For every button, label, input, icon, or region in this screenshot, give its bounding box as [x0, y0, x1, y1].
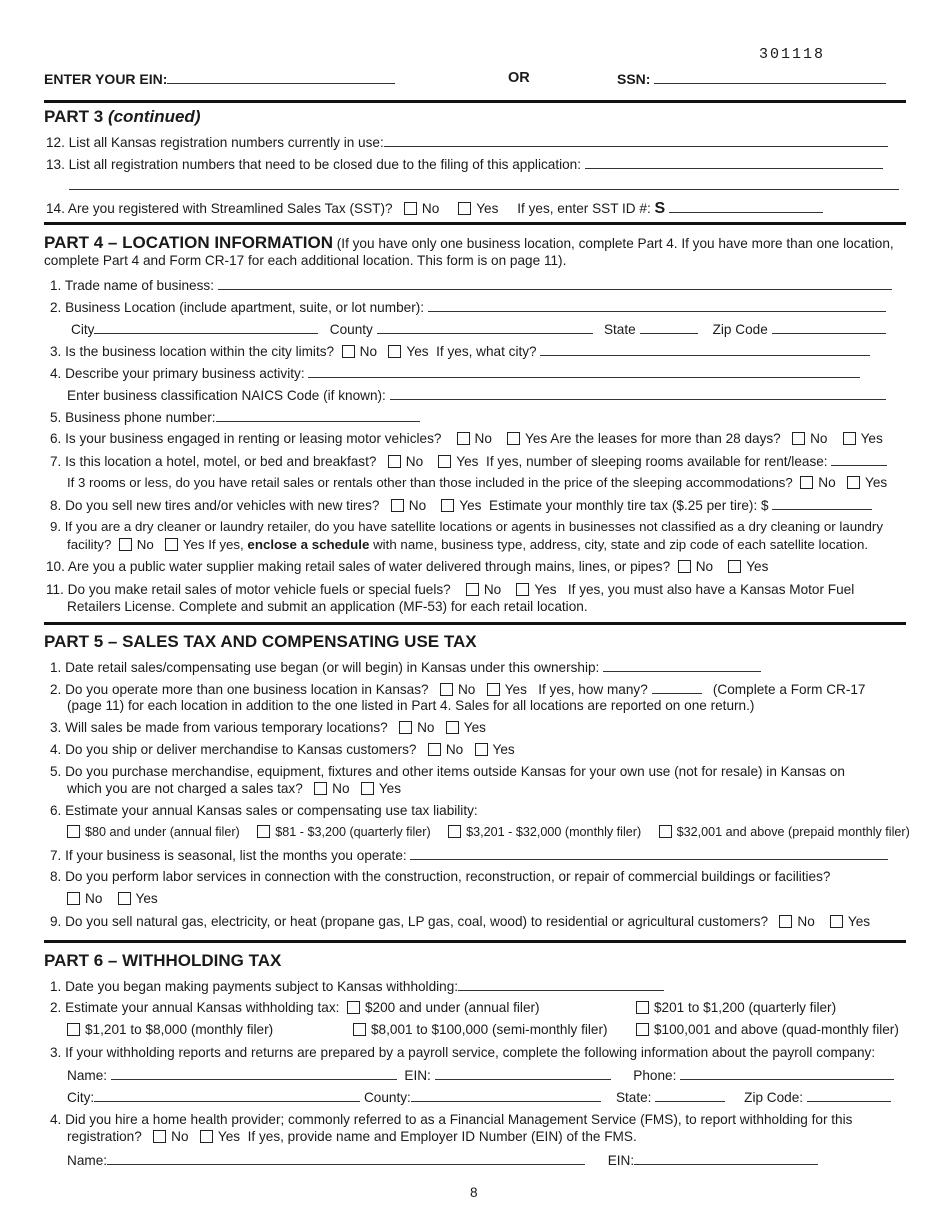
- p6-opt3: $1,201 to $8,000 (monthly filer): [67, 1022, 273, 1037]
- p4-q11: 11. Do you make retail sales of motor vehicle fuels or special fuels? No Yes If yes, you must also have a Kansas Motor Fuel: [46, 582, 855, 597]
- p5-q2-yes-checkbox[interactable]: [487, 683, 500, 696]
- p4-q7-no-checkbox[interactable]: [388, 455, 401, 468]
- how-many-field[interactable]: [652, 681, 702, 694]
- p6-opt2-checkbox[interactable]: [636, 1001, 649, 1014]
- p3-q12-field[interactable]: [384, 134, 888, 147]
- p6-opt5: $100,001 and above (quad-monthly filer): [636, 1022, 899, 1037]
- p6-q4-2: registration? No Yes If yes, provide name and Employer ID Number (EIN) of the FMS.: [67, 1129, 637, 1144]
- trade-name-field[interactable]: [218, 277, 892, 290]
- divider: [44, 222, 906, 225]
- p5-q4: 4. Do you ship or deliver merchandise to Kansas customers? No Yes: [50, 742, 515, 757]
- p5-q8-yes-checkbox[interactable]: [118, 892, 131, 905]
- sales-date-field[interactable]: [603, 659, 761, 672]
- p5-q3: 3. Will sales be made from various temporary locations? No Yes: [50, 720, 486, 735]
- p3-q12: 12. List all Kansas registration numbers currently in use:: [46, 134, 888, 150]
- p5-q8-no-checkbox[interactable]: [67, 892, 80, 905]
- p4-q6-yes-checkbox[interactable]: [507, 432, 520, 445]
- p3-q14-no-checkbox[interactable]: [404, 202, 417, 215]
- p6-opt3-checkbox[interactable]: [67, 1023, 80, 1036]
- p6-q4-yes-checkbox[interactable]: [200, 1130, 213, 1143]
- p6-q1: 1. Date you began making payments subject to Kansas withholding:: [50, 978, 664, 994]
- city-field[interactable]: [94, 321, 318, 334]
- divider: [44, 100, 906, 103]
- p4-q11-yes-checkbox[interactable]: [516, 583, 529, 596]
- or-label: OR: [508, 70, 530, 86]
- p4-q10-no-checkbox[interactable]: [678, 560, 691, 573]
- p6-q2: 2. Estimate your annual Kansas withholding tax: $200 and under (annual filer): [50, 1000, 540, 1015]
- state-field[interactable]: [640, 321, 698, 334]
- p5-q8: 8. Do you perform labor services in connection with the construction, reconstruction, or repair of commercial buildings or facilities?: [50, 869, 831, 884]
- p5-q9-no-checkbox[interactable]: [779, 915, 792, 928]
- p5-q7: 7. If your business is seasonal, list the months you operate:: [50, 847, 888, 863]
- p5-opt1-checkbox[interactable]: [67, 825, 80, 838]
- p4-naics: Enter business classification NAICS Code (if known):: [67, 387, 886, 403]
- p5-q1: 1. Date retail sales/compensating use began (or will begin) in Kansas under this ownership:: [50, 659, 761, 675]
- phone-field[interactable]: [216, 409, 420, 422]
- p4-q4: 4. Describe your primary business activity:: [50, 365, 860, 381]
- p6-opt4-checkbox[interactable]: [353, 1023, 366, 1036]
- p4-q8-yes-checkbox[interactable]: [441, 499, 454, 512]
- city-limits-field[interactable]: [540, 343, 870, 356]
- payroll-county-field[interactable]: [411, 1089, 601, 1102]
- p5-q4-no-checkbox[interactable]: [428, 743, 441, 756]
- p6-q4-no-checkbox[interactable]: [153, 1130, 166, 1143]
- rooms-field[interactable]: [831, 453, 887, 466]
- p6-payroll-row1: Name: EIN: Phone:: [67, 1067, 894, 1083]
- p4-q11-2: Retailers License. Complete and submit an application (MF-53) for each retail location.: [67, 599, 588, 614]
- p4-q7-yes-checkbox[interactable]: [438, 455, 451, 468]
- p4-q10: 10. Are you a public water supplier making retail sales of water delivered through mains, lines, or pipes? No Yes: [46, 559, 769, 574]
- p5-q5: 5. Do you purchase merchandise, equipment, fixtures and other items outside Kansas for your own use (not for resale) in Kansas on: [50, 764, 845, 779]
- p4-q8-no-checkbox[interactable]: [391, 499, 404, 512]
- p4-q9-yes-checkbox[interactable]: [165, 538, 178, 551]
- p5-q3-yes-checkbox[interactable]: [446, 721, 459, 734]
- ein-field[interactable]: [167, 71, 395, 84]
- p4-q5: 5. Business phone number:: [50, 409, 420, 425]
- payroll-state-field[interactable]: [655, 1089, 725, 1102]
- county-field[interactable]: [377, 321, 593, 334]
- p4-q11-no-checkbox[interactable]: [466, 583, 479, 596]
- page-number: 8: [470, 1185, 478, 1200]
- p4-q2: 2. Business Location (include apartment, suite, or lot number):: [50, 299, 886, 315]
- p4-q6b-no-checkbox[interactable]: [792, 432, 805, 445]
- p5-q2-no-checkbox[interactable]: [440, 683, 453, 696]
- p3-q14-yes-checkbox[interactable]: [458, 202, 471, 215]
- p5-opt4-checkbox[interactable]: [659, 825, 672, 838]
- p4-q7b-yes-checkbox[interactable]: [847, 476, 860, 489]
- p4-q7b-no-checkbox[interactable]: [800, 476, 813, 489]
- p4-q6-no-checkbox[interactable]: [457, 432, 470, 445]
- payroll-phone-field[interactable]: [680, 1067, 894, 1080]
- divider: [44, 622, 906, 625]
- withholding-date-field[interactable]: [458, 978, 664, 991]
- business-location-field[interactable]: [428, 299, 886, 312]
- p3-q14: 14. Are you registered with Streamlined Sales Tax (SST)? No Yes If yes, enter SST ID #: S: [46, 200, 823, 218]
- seasonal-months-field[interactable]: [410, 847, 888, 860]
- p5-q3-no-checkbox[interactable]: [399, 721, 412, 734]
- ein-label: ENTER YOUR EIN:: [44, 71, 395, 87]
- p4-q3-no-checkbox[interactable]: [342, 345, 355, 358]
- p5-q6-options: $80 and under (annual filer) $81 - $3,200 (quarterly filer) $3,201 - $32,000 (monthly filer) $32,001 and above (prepaid monthly filer): [67, 825, 910, 839]
- p4-city-row: City County State Zip Code: [71, 321, 886, 337]
- p6-fms-row: Name: EIN:: [67, 1152, 818, 1168]
- p4-q3-yes-checkbox[interactable]: [388, 345, 401, 358]
- payroll-ein-field[interactable]: [435, 1067, 611, 1080]
- p5-opt3-checkbox[interactable]: [448, 825, 461, 838]
- p4-q9-no-checkbox[interactable]: [119, 538, 132, 551]
- part4-intro-2: complete Part 4 and Form CR-17 for each additional location. This form is on page 11).: [44, 253, 567, 268]
- p5-q8-options: No Yes: [67, 891, 158, 906]
- p3-q13: 13. List all registration numbers that need to be closed due to the filing of this application:: [46, 156, 883, 172]
- zip-field[interactable]: [772, 321, 886, 334]
- payroll-name-field[interactable]: [111, 1067, 397, 1080]
- p5-q2: 2. Do you operate more than one business location in Kansas? No Yes If yes, how many? (Complete a Form CR-17: [50, 682, 866, 697]
- naics-field[interactable]: [390, 387, 886, 400]
- p6-opt2: $201 to $1,200 (quarterly filer): [636, 1000, 836, 1015]
- ssn-field[interactable]: [654, 71, 886, 84]
- p4-q1: 1. Trade name of business:: [50, 277, 892, 293]
- p3-q13-field-2[interactable]: [69, 189, 899, 190]
- part4-title: PART 4 – LOCATION INFORMATION (If you have only one business location, complete Part 4. If you have more than one location,: [44, 233, 894, 252]
- form-code: 301118: [759, 46, 826, 63]
- p4-q7: 7. Is this location a hotel, motel, or bed and breakfast? No Yes If yes, number of sleeping rooms available for rent/lease:: [50, 453, 887, 469]
- p6-opt5-checkbox[interactable]: [636, 1023, 649, 1036]
- p5-q9-yes-checkbox[interactable]: [830, 915, 843, 928]
- p5-q5-2: which you are not charged a sales tax? No Yes: [67, 781, 402, 796]
- sst-id-field[interactable]: [669, 200, 823, 213]
- p6-opt1-checkbox[interactable]: [347, 1001, 360, 1014]
- part6-title: PART 6 – WITHHOLDING TAX: [44, 951, 282, 970]
- p5-q6: 6. Estimate your annual Kansas sales or compensating use tax liability:: [50, 803, 478, 818]
- p3-q13-field[interactable]: [585, 156, 883, 169]
- fms-ein-field[interactable]: [634, 1152, 818, 1165]
- p5-q4-yes-checkbox[interactable]: [475, 743, 488, 756]
- p6-payroll-row2: City: County: State: Zip Code:: [67, 1089, 891, 1105]
- part5-title: PART 5 – SALES TAX AND COMPENSATING USE TAX: [44, 632, 477, 651]
- business-activity-field[interactable]: [308, 365, 860, 378]
- p4-q10-yes-checkbox[interactable]: [728, 560, 741, 573]
- p6-q4: 4. Did you hire a home health provider; commonly referred to as a Financial Management Service (FMS), to report withholding for this: [50, 1112, 853, 1127]
- payroll-zip-field[interactable]: [807, 1089, 891, 1102]
- p4-q9-2: facility? No Yes If yes, enclose a schedule with name, business type, address, city, state and zip code of each satellite location.: [67, 537, 869, 552]
- p5-q5-yes-checkbox[interactable]: [361, 782, 374, 795]
- p5-q9: 9. Do you sell natural gas, electricity, or heat (propane gas, LP gas, coal, wood) to residential or agricultural customers? No Yes: [50, 914, 871, 929]
- p4-q7b: If 3 rooms or less, do you have retail sales or rentals other than those included in the price of the sleeping accommodations? No Yes: [67, 475, 888, 490]
- p5-opt2-checkbox[interactable]: [257, 825, 270, 838]
- p6-q3: 3. If your withholding reports and returns are prepared by a payroll service, complete the following information about the payroll company:: [50, 1045, 876, 1060]
- fms-name-field[interactable]: [107, 1152, 585, 1165]
- p4-q6: 6. Is your business engaged in renting or leasing motor vehicles? No Yes Are the leases for more than 28 days? No Yes: [50, 431, 883, 446]
- p4-q9: 9. If you are a dry cleaner or laundry retailer, do you have satellite locations or agents in businesses not classified as a dry cleaning or laundry: [50, 519, 883, 534]
- p5-q2-2: (page 11) for each location in addition to the one listed in Part 4. Sales for all locations are reported on one return.): [67, 698, 755, 713]
- part3-title: PART 3 (continued): [44, 107, 201, 126]
- payroll-city-field[interactable]: [94, 1089, 360, 1102]
- p4-q6b-yes-checkbox[interactable]: [843, 432, 856, 445]
- tire-tax-field[interactable]: [772, 497, 872, 510]
- divider: [44, 940, 906, 943]
- p4-q3: 3. Is the business location within the city limits? No Yes If yes, what city?: [50, 343, 870, 359]
- p5-q5-no-checkbox[interactable]: [314, 782, 327, 795]
- ssn-label: SSN:: [617, 71, 886, 87]
- p6-opt4: $8,001 to $100,000 (semi-monthly filer): [353, 1022, 608, 1037]
- p4-q8: 8. Do you sell new tires and/or vehicles with new tires? No Yes Estimate your monthly tire tax ($.25 per tire): $: [50, 497, 872, 513]
